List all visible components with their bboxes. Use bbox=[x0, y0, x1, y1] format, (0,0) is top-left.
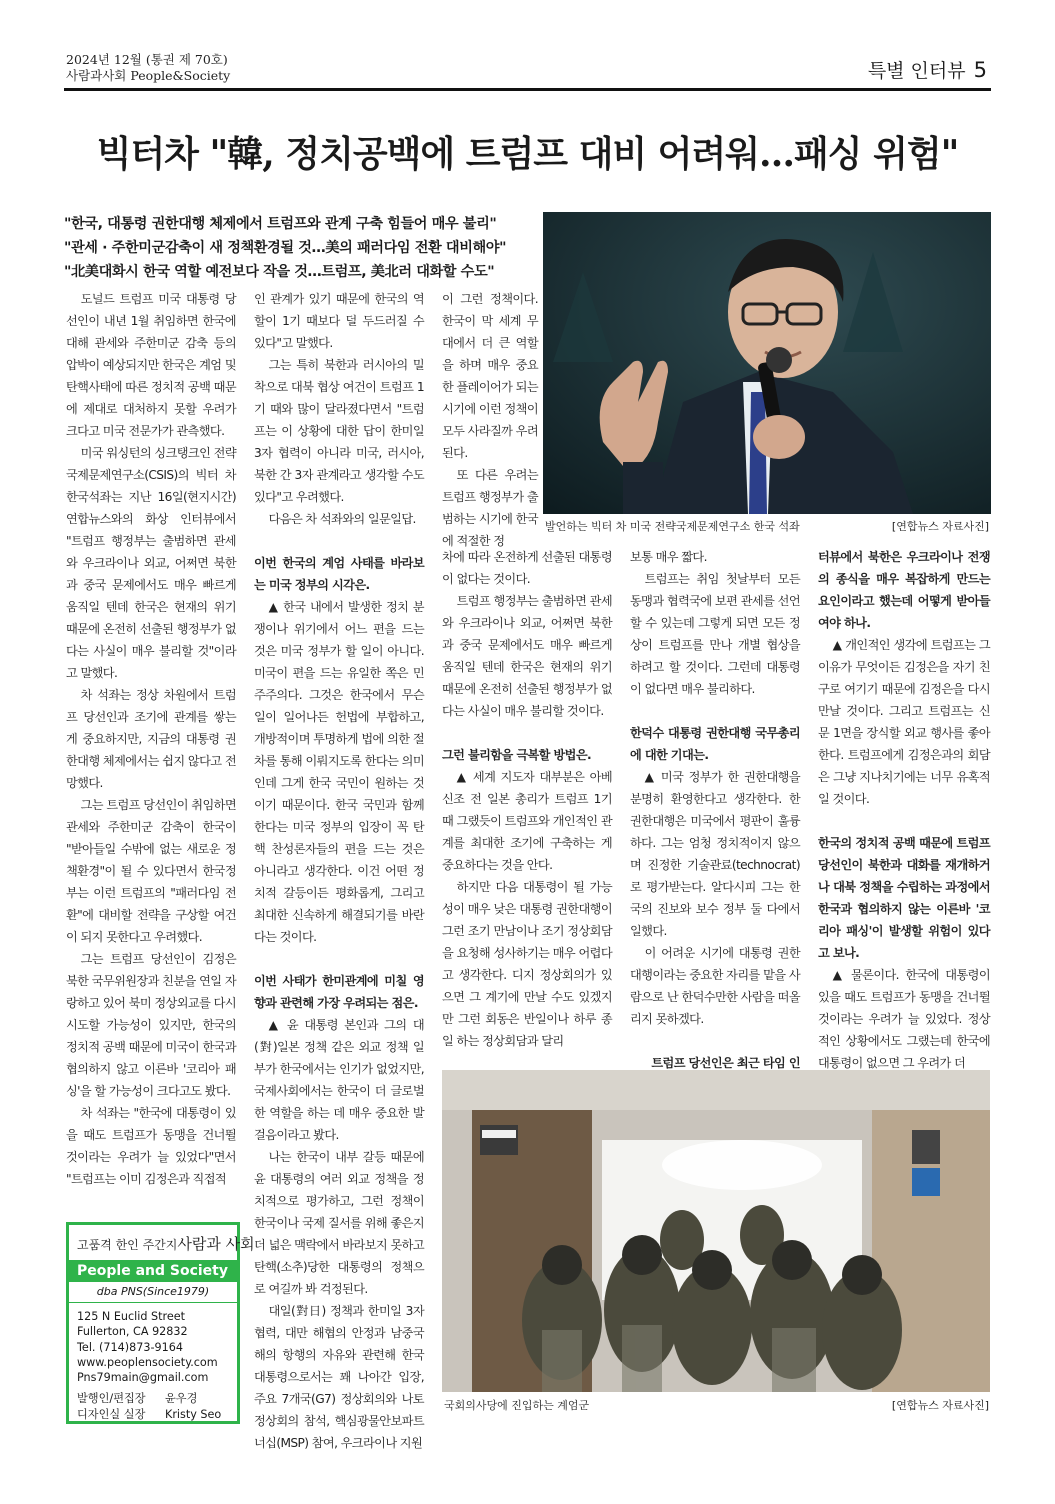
paragraph: 이 그런 정책이다. 한국이 막 세계 무대에서 더 큰 역할을 하며 매우 중요한 플레이어가 되는 시기에 이런 정책이 모두 사라질까 우려된다. bbox=[442, 292, 538, 460]
masthead-band: People and Society bbox=[69, 1260, 237, 1282]
publisher-row bbox=[77, 1391, 229, 1406]
email-link[interactable]: Pns79main@gmail.com bbox=[77, 1371, 209, 1385]
interview-question: 터뷰에서 북한은 우크라이나 전쟁의 종식을 매우 복잡하게 만드는 요인이라고 했는데 어떻게 받아들여야 하나. bbox=[818, 550, 990, 630]
paragraph: 보통 매우 짧다. bbox=[630, 550, 707, 564]
masthead-staff bbox=[69, 1385, 237, 1422]
subhead-3: "北美대화시 한국 역할 예전보다 작을 것…트럼프, 美北러 대화할 수도" bbox=[64, 264, 495, 280]
subhead-2: "관세 · 주한미군감축이 새 정책환경될 것…美의 패러다임 전환 대비해야" bbox=[64, 240, 507, 256]
paragraph: 그는 트럼프 당선인이 김정은 북한 국무위원장과 친분을 연일 자랑하고 있어 북미 정상외교를 다시 시도할 가능성이 있지만, 한국의 정치적 공백 때문에 미국이 한국과 협의하지 않고 이른바 '코리아 패싱'을 할 가능성이 크다고도 봤다. bbox=[66, 952, 236, 1098]
martial-law-troops-photo bbox=[442, 1070, 990, 1392]
paragraph: 도널드 트럼프 미국 대통령 당선인이 내년 1월 취임하면 한국에 대해 관세와 주한미군 감축 등의 압박이 예상되지만 한국은 계엄 및 탄핵사태에 따른 정치적 공백 때문에 제대로 대처하지 못할 우려가 크다고 미국 전문가가 관측했다. bbox=[66, 292, 236, 438]
paragraph: ▲ 윤 대통령 본인과 그의 대(對)일본 정책 같은 외교 정책 일부가 한국에서는 인기가 없었지만, 국제사회에서는 한국이 더 글로벌한 역할을 하는 데 매우 중요한 발걸음이라고 봤다. bbox=[254, 1018, 424, 1142]
publisher-name: 윤우경 bbox=[165, 1392, 198, 1406]
paragraph: 차 석좌는 "한국에 대통령이 있을 때도 트럼프가 동맹을 건너뛸 것이라는 우려가 늘 있었다"면서 "트럼프는 이미 김정은과 직접적 bbox=[66, 1106, 236, 1186]
article-column-1 bbox=[66, 288, 236, 1190]
martial-law-troops-image bbox=[442, 1070, 990, 1392]
paragraph: ▲ 세계 지도자 대부분은 아베 신조 전 일본 총리가 트럼프 1기 때 그랬듯이 트럼프와 개인적인 관계를 최대한 조기에 구축하는 게 중요하다는 것을 안다. bbox=[442, 770, 612, 872]
article-column-3 bbox=[442, 546, 612, 1052]
paragraph: 그는 특히 북한과 러시아의 밀착으로 대북 협상 여건이 트럼프 1기 때와 많이 달라졌다면서 "트럼프는 이 상황에 대한 답이 한미일 3자 협력이 아니라 미국, 러시아, 북한 간 3자 관계라고 생각할 수도 있다"고 우려했다. bbox=[254, 358, 424, 504]
paragraph: 또 다른 우려는 트럼프 행정부가 출범하는 시기에 한국에 적절한 정 bbox=[442, 468, 538, 548]
speaker-photo-credit: [연합뉴스 자료사진] bbox=[891, 520, 989, 533]
interview-question: 이번 사태가 한미관계에 미칠 영향과 관련해 가장 우려되는 점은. bbox=[254, 974, 424, 1010]
article-column-2 bbox=[254, 288, 424, 1454]
page-number: 5 bbox=[973, 58, 987, 82]
masthead-dba: dba PNS(Since1979) bbox=[69, 1282, 237, 1303]
paragraph: ▲ 미국 정부가 한 권한대행을 분명히 환영한다고 생각한다. 한 권한대행은 미국에서 평판이 훌륭하다. 그는 엄청 정치적이지 않으며 진정한 기술관료(technocrat)로 평가받는다. 알다시피 그는 한국의 진보와 보수 정부 둘 다에서 일했다. bbox=[630, 770, 800, 938]
masthead-title-large: 사람과 사회 bbox=[177, 1235, 255, 1253]
address-line-1: 125 N Euclid Street bbox=[77, 1310, 186, 1323]
section-name: 특별 인터뷰 bbox=[867, 60, 966, 82]
subheads bbox=[64, 212, 542, 284]
paragraph: 트럼프는 취임 첫날부터 모든 동맹과 협력국에 보편 관세를 선언할 수 있는데 그렇게 되면 모든 정상이 트럼프를 만나 개별 협상을 하려고 할 것이다. 그런데 대통령이 없다면 매우 불리하다. bbox=[630, 572, 800, 696]
masthead-title-small: 고품격 한인 주간지 bbox=[77, 1238, 178, 1252]
section-label bbox=[868, 56, 987, 83]
paragraph: 미국 워싱턴의 싱크탱크인 전략국제문제연구소(CSIS)의 빅터 차 한국석좌는 지난 16일(현지시간) 연합뉴스와의 화상 인터뷰에서 "트럼프 행정부는 출범하면 관세와 우크라이나 외교, 어쩌면 북한과 중국 문제에서도 매우 빠르게 움직일 텐데 한국은 현재의 위기 때문에 온전히 선출된 행정부가 없다는 사실이 매우 불리할 것"이라고 말했다. bbox=[66, 446, 236, 680]
interview-question: 한국의 정치적 공백 때문에 트럼프 당선인이 북한과 대화를 재개하거나 대북 정책을 수립하는 과정에서 한국과 협의하지 않는 이른바 '코리아 패싱'이 발생할 위험이 있다고 보나. bbox=[818, 836, 990, 960]
masthead-box bbox=[66, 1222, 255, 1424]
paragraph: ▲ 물론이다. 한국에 대통령이 있을 때도 트럼프가 동맹을 건너뛸 것이라는 우려가 늘 있었다. 정상적인 상황에서도 그랬는데 한국에 대통령이 없으면 그 우려가 더 bbox=[818, 968, 990, 1070]
speaker-photo-image bbox=[543, 212, 991, 514]
publisher-label: 발행인/편집장 bbox=[77, 1392, 146, 1406]
paragraph: 나는 한국이 내부 갈등 때문에 윤 대통령의 여러 외교 정책을 정치적으로 평가하고, 그런 정책이 한국이나 국제 질서를 위해 좋은지 더 넓은 맥락에서 바라보지 못하고 탄핵(소추)당한 대통령의 정책으로 여길까 봐 걱정된다. bbox=[254, 1150, 424, 1296]
website-link[interactable]: www.peoplensociety.com bbox=[77, 1355, 218, 1369]
interview-question: 그런 불리함을 극복할 방법은. bbox=[442, 748, 592, 762]
address-line-2: Fullerton, CA 92832 bbox=[77, 1325, 188, 1339]
designer-row bbox=[77, 1407, 229, 1422]
designer-name: Kristy Seo bbox=[165, 1407, 222, 1421]
issue-info bbox=[66, 52, 230, 84]
paragraph: 차 석좌는 정상 차원에서 트럼프 당선인과 조기에 관계를 쌓는 게 중요하지만, 지금의 대통령 권한대행 체제에서는 쉽지 않다고 전망했다. bbox=[66, 688, 236, 790]
interview-question: 이번 한국의 계엄 사태를 바라보는 미국 정부의 시각은. bbox=[254, 556, 424, 592]
headline: 빅터차 "韓, 정치공백에 트럼프 대비 어려워…패싱 위험" bbox=[96, 133, 959, 175]
publication-name: 사람과사회 People&Society bbox=[66, 68, 231, 83]
article-column-4 bbox=[630, 546, 800, 1074]
speaker-photo bbox=[543, 212, 991, 514]
header-rule bbox=[64, 88, 991, 91]
article-column-3-top bbox=[442, 288, 538, 552]
designer-label: 디자인실 실장 bbox=[77, 1407, 146, 1421]
paragraph: 그는 트럼프 당선인이 취임하면 관세와 주한미군 감축이 한국이 "받아들일 수밖에 없는 새로운 정책환경"이 될 수 있다면서 한국정부는 이런 트럼프의 "패러다임 전환"에 대비할 전략을 구상할 여건이 되지 못한다고 우려했다. bbox=[66, 798, 236, 944]
masthead-contact bbox=[69, 1303, 237, 1385]
troops-photo-credit: [연합뉴스 자료사진] bbox=[891, 1399, 989, 1412]
paragraph: ▲ 한국 내에서 발생한 정치 분쟁이나 위기에서 어느 편을 드는 것은 미국 정부가 할 일이 아니다. 미국이 편을 드는 유일한 쪽은 민주주의다. 그것은 한국에서 무슨 일이 일어나든 헌법에 부합하고, 개방적이며 투명하게 법에 의한 절차를 통해 이뤄지도록 한다는 의미인데 그게 한국 국민이 원하는 것이기 때문이다. 한국 국민과 함께한다는 미국 정부의 입장이 꼭 탄핵 찬성론자들의 편을 드는 것은 아니라고 생각한다. 이건 어떤 정치적 갈등이든 평화롭게, 그리고 최대한 신속하게 해결되기를 바란다는 것이다. bbox=[254, 600, 424, 944]
paragraph: ▲ 개인적인 생각에 트럼프는 그 이유가 무엇이든 김정은을 자기 친구로 여기기 때문에 김정은을 다시 만날 것이다. 그리고 트럼프는 신문 1면을 장식할 외교 행사를 좋아한다. 트럼프에게 김정은과의 회담은 그냥 지나치기에는 너무 유혹적일 것이다. bbox=[818, 638, 990, 806]
interview-question: 트럼프 당선인은 최근 타임 인 bbox=[651, 1056, 800, 1070]
masthead-title bbox=[77, 1233, 255, 1254]
article-column-5 bbox=[818, 546, 990, 1074]
paragraph: 다음은 차 석좌와의 일문일답. bbox=[268, 512, 416, 526]
speaker-photo-caption: 발언하는 빅터 차 미국 전략국제문제연구소 한국 석좌 bbox=[545, 520, 800, 533]
paragraph: 대일(對日) 정책과 한미일 3자 협력, 대만 해협의 안정과 남중국해의 항행의 자유와 관련해 한국 대통령으로서는 꽤 나아간 입장, 주요 7개국(G7) 정상회의와 나토 정상회의 참석, 핵심광물안보파트너십(MSP) 참여, 우크라이나 지원 bbox=[254, 1304, 424, 1450]
paragraph: 트럼프 행정부는 출범하면 관세와 우크라이나 외교, 어쩌면 북한과 중국 문제에서도 매우 빠르게 움직일 텐데 한국은 현재의 위기 때문에 온전히 선출된 행정부가 없다는 사실이 매우 불리할 것이다. bbox=[442, 594, 612, 718]
troops-photo-caption: 국회의사당에 진입하는 계엄군 bbox=[444, 1399, 590, 1412]
phone-number: Tel. (714)873-9164 bbox=[77, 1340, 183, 1354]
paragraph: 하지만 다음 대통령이 될 가능성이 매우 낮은 대통령 권한대행이 그런 조기 만남이나 조기 정상회담을 요청해 성사하기는 매우 어렵다고 생각한다. 디지 정상회의가 있으면 그 계기에 만날 수도 있겠지만 그런 회동은 반일이나 하루 종일 하는 정상회담과 달리 bbox=[442, 880, 612, 1048]
paragraph: 차에 따라 온전하게 선출된 대통령이 없다는 것이다. bbox=[442, 550, 612, 586]
issue-date: 2024년 12월 (통권 제 70호) bbox=[66, 52, 228, 67]
interview-question: 한덕수 대통령 권한대행 국무총리에 대한 기대는. bbox=[630, 726, 800, 762]
paragraph: 이 어려운 시기에 대통령 권한대행이라는 중요한 자리를 맡을 사람으로 난 한덕수만한 사람을 떠올리지 못하겠다. bbox=[630, 946, 800, 1026]
subhead-1: "한국, 대통령 권한대행 체제에서 트럼프와 관계 구축 힘들어 매우 불리" bbox=[64, 216, 497, 232]
paragraph: 인 관계가 있기 때문에 한국의 역할이 1기 때보다 덜 두드러질 수 있다"고 말했다. bbox=[254, 292, 424, 350]
